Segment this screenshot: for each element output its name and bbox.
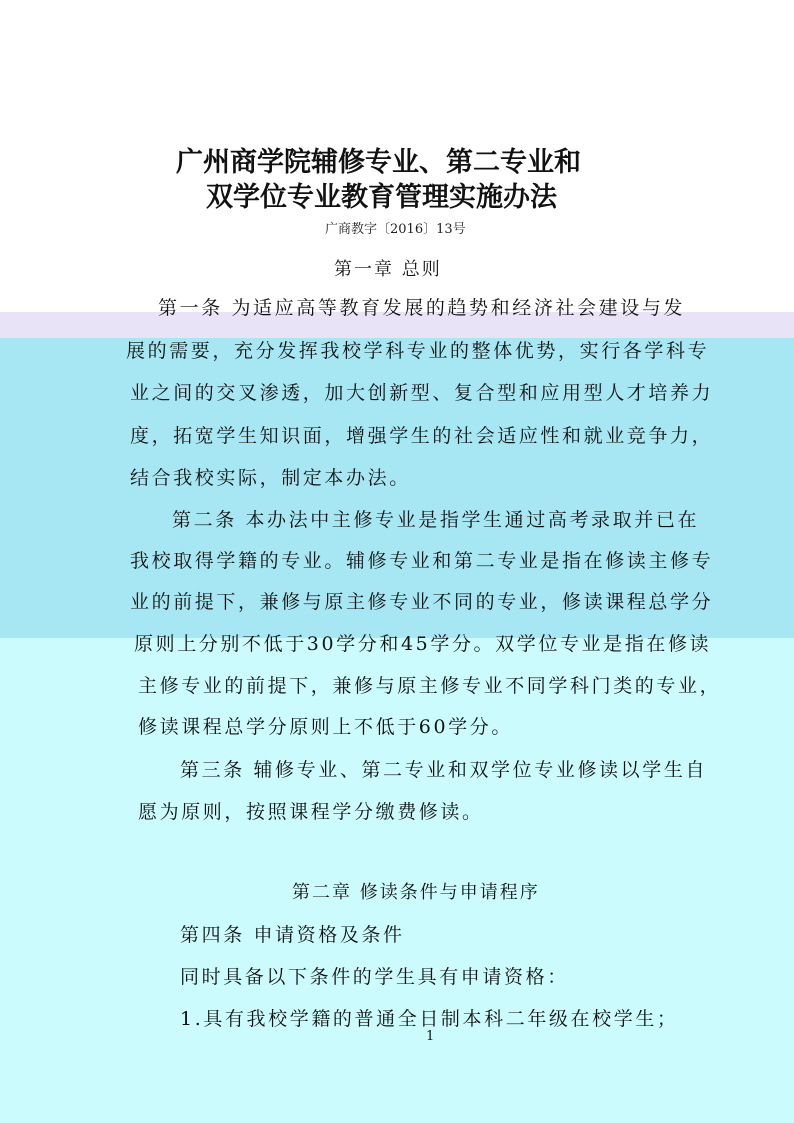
document-title-line1: 广州商学院辅修专业、第二专业和 (176, 147, 581, 178)
article-4-intro: 同时具备以下条件的学生具有申请资格： (180, 966, 569, 988)
body-line: 第一条 为适应高等教育发展的趋势和经济社会建设与发 (158, 297, 686, 319)
body-line: 愿为原则，按照课程学分缴费修读。 (138, 801, 484, 823)
body-line: 业的前提下，兼修与原主修专业不同的专业，修读课程总学分 (130, 591, 714, 613)
chapter-2-heading: 第二章 修读条件与申请程序 (292, 882, 540, 903)
body-line: 第三条 辅修专业、第二专业和双学位专业修读以学生自 (180, 759, 708, 781)
body-line: 原则上分别不低于30学分和45学分。双学位专业是指在修读 (134, 633, 712, 655)
body-line: 度，拓宽学生知识面，增强学生的社会适应性和就业竞争力， (130, 425, 714, 447)
page-number: 1 (426, 1029, 435, 1044)
body-line: 展的需要，充分发挥我校学科专业的整体优势，实行各学科专 (126, 340, 710, 362)
body-line: 结合我校实际，制定本办法。 (130, 467, 411, 489)
body-line: 我校取得学籍的专业。辅修专业和第二专业是指在修读主修专 (130, 550, 714, 572)
body-line: 第二条 本办法中主修专业是指学生通过高考录取并已在 (172, 509, 700, 531)
document-number: 广商教字〔2016〕13号 (325, 222, 466, 237)
body-line: 修读课程总学分原则上不低于60学分。 (138, 716, 513, 738)
body-line: 主修专业的前提下，兼修与原主修专业不同学科门类的专业， (138, 675, 722, 697)
body-line: 业之间的交叉渗透，加大创新型、复合型和应用型人才培养力 (130, 382, 714, 404)
document-title-line2: 双学位专业教育管理实施办法 (206, 182, 557, 213)
article-4-heading: 第四条 申请资格及条件 (180, 924, 405, 946)
list-item: 1.具有我校学籍的普通全日制本科二年级在校学生； (180, 1008, 679, 1030)
chapter-1-heading: 第一章 总则 (334, 259, 442, 280)
